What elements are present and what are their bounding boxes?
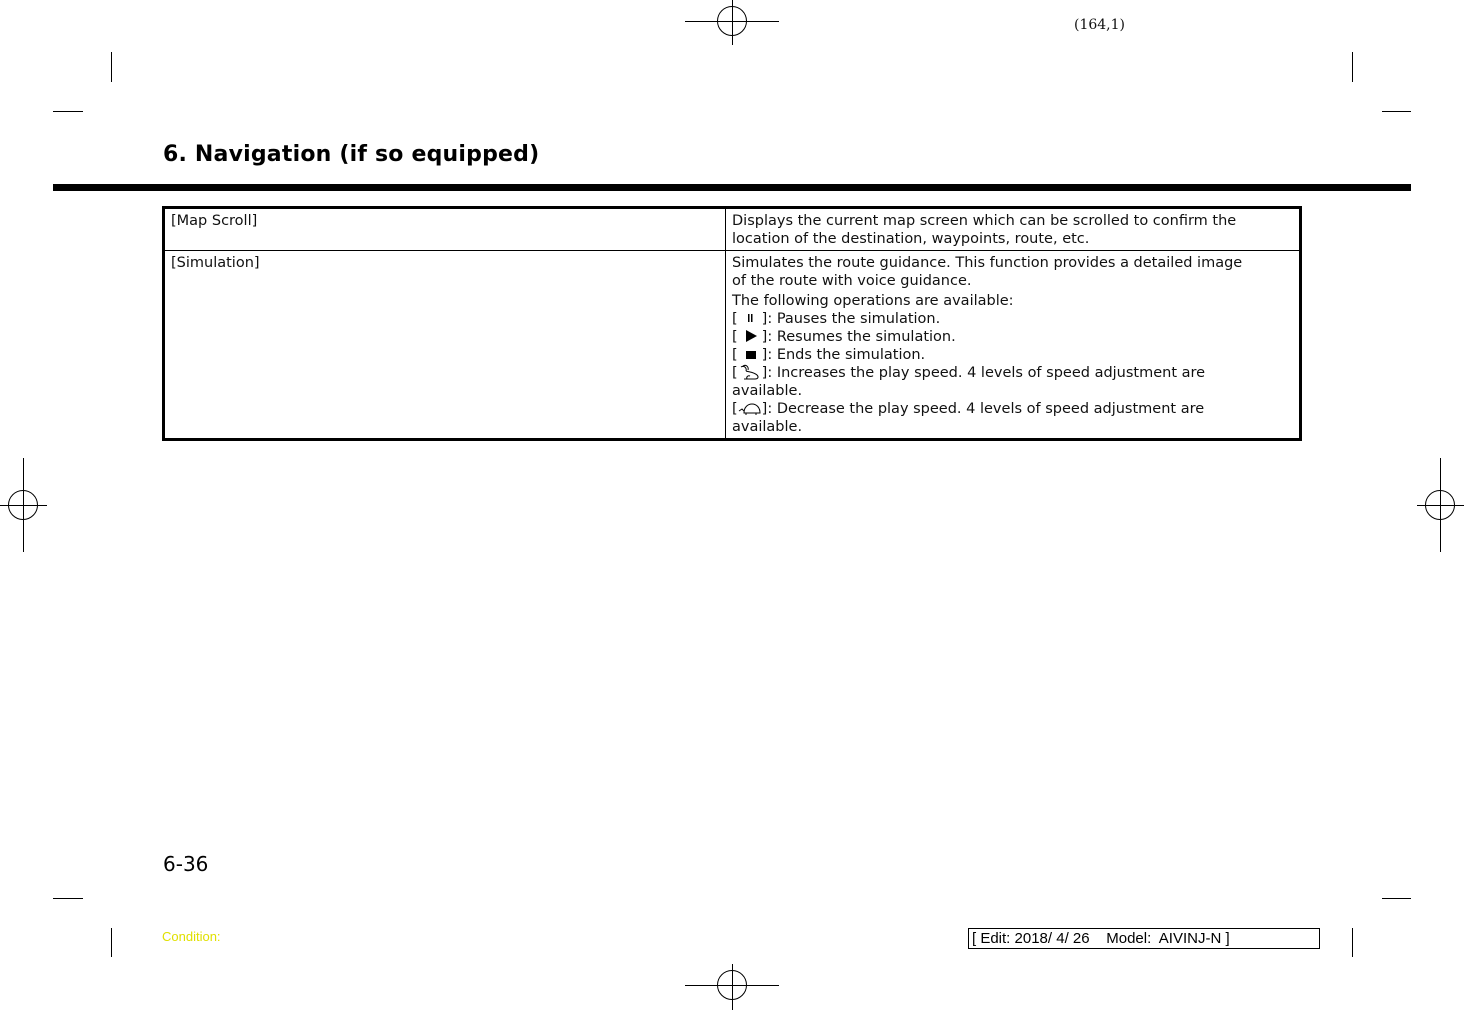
pause-icon <box>738 310 762 326</box>
crop-mark <box>1352 928 1353 957</box>
condition-label: Condition: <box>162 929 221 944</box>
table-row <box>164 208 1301 251</box>
stop-icon <box>738 346 762 362</box>
term-cell <box>164 251 726 440</box>
page-id: (164,1) <box>1074 17 1126 33</box>
description-line: Simulates the route guidance. This function provides a detailed image <box>732 255 1243 271</box>
operation-speed-up: [ ]: Increases the play speed. 4 levels of speed adjustment are <box>732 365 1206 381</box>
crop-mark <box>53 111 83 112</box>
description-line: The following operations are available: <box>732 293 1014 309</box>
registration-target-icon <box>717 970 747 1000</box>
description-cell <box>726 251 1301 440</box>
edit-info-box: [ Edit: 2018/ 4/ 26 Model: AIVINJ-N ] <box>968 928 1320 949</box>
crop-mark <box>53 898 83 899</box>
description-line: location of the destination, waypoints, route, etc. <box>732 231 1090 247</box>
table-row <box>164 251 1301 440</box>
page-number: 6-36 <box>163 852 209 876</box>
term-simulation: [Simulation] <box>171 255 260 271</box>
turtle-icon <box>738 400 762 416</box>
term-map-scroll: [Map Scroll] <box>171 213 258 229</box>
registration-target-icon <box>1425 490 1455 520</box>
registration-target-icon <box>717 6 747 36</box>
title-rule <box>53 184 1411 191</box>
section-title: 6. Navigation (if so equipped) <box>163 142 540 167</box>
crop-mark <box>111 928 112 957</box>
description-line: Displays the current map screen which can be scrolled to confirm the <box>732 213 1237 229</box>
registration-target-icon <box>8 490 38 520</box>
operation-slow-down-cont: available. <box>732 419 803 435</box>
operation-play: [ ]: Resumes the simulation. <box>732 329 956 345</box>
crop-mark <box>1382 111 1411 112</box>
rabbit-icon <box>738 364 762 380</box>
operation-slow-down: [ ]: Decrease the play speed. 4 levels of speed adjustment are <box>732 401 1205 417</box>
description-line: of the route with voice guidance. <box>732 273 972 289</box>
operation-stop: [ ]: Ends the simulation. <box>732 347 926 363</box>
play-icon <box>738 328 762 344</box>
function-table <box>162 206 1302 441</box>
operation-speed-up-cont: available. <box>732 383 803 399</box>
term-cell <box>164 208 726 251</box>
crop-mark <box>1352 52 1353 82</box>
crop-mark <box>111 52 112 82</box>
operation-pause: [ ]: Pauses the simulation. <box>732 311 941 327</box>
crop-mark <box>1382 898 1411 899</box>
description-cell <box>726 208 1301 251</box>
